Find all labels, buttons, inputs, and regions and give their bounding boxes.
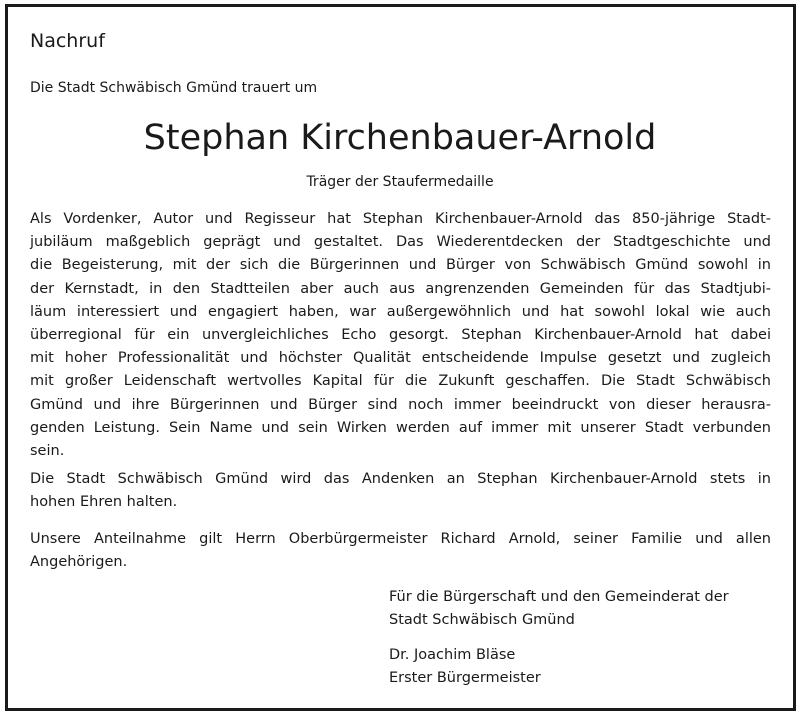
- text-line: die Begeisterung, mit der sich die Bürgerinnen und Bürger von Schwäbisch Gmünd sowohl in: [30, 257, 771, 274]
- text-line: mit hoher Professionalität und höchster Qualität entscheidende Impulse gesetzt und zugleich: [30, 350, 771, 367]
- text-line: Gmünd und ihre Bürgerinnen und Bürger sind noch immer beeindruckt von dieser herausra-: [30, 396, 771, 413]
- text-line: Angehörigen.: [30, 554, 128, 571]
- condolence-paragraph: [30, 528, 771, 574]
- signature-organization: [389, 586, 729, 632]
- intro-line: Die Stadt Schwäbisch Gmünd trauert um: [30, 80, 318, 96]
- text-line: hohen Ehren halten.: [30, 494, 178, 511]
- notice-heading: Nachruf: [30, 30, 105, 52]
- text-line: überregional für ein unvergleichliches Echo gesorgt. Stephan Kirchenbauer-Arnold hat dabei: [30, 326, 771, 343]
- remembrance-paragraph: [30, 468, 771, 514]
- text-line: der Kernstadt, in den Stadtteilen aber auch aus angrenzenden Gemeinden für das Stadtjubi-: [30, 280, 771, 297]
- signatory-title: Erster Bürgermeister: [389, 670, 541, 686]
- text-line: mit großer Leidenschaft wertvolles Kapital für die Zukunft geschaffen. Die Stadt Schwäbisch: [30, 373, 771, 390]
- text-line: läum interessiert und engagiert haben, war außergewöhnlich und hat sowohl lokal wie auch: [30, 303, 771, 320]
- text-line: sein.: [30, 442, 65, 459]
- text-line: Die Stadt Schwäbisch Gmünd wird das Andenken an Stephan Kirchenbauer-Arnold stets in: [30, 471, 771, 487]
- text-line: Unsere Anteilnahme gilt Herrn Oberbürgermeister Richard Arnold, seiner Familie und allen: [30, 531, 771, 547]
- text-line: Als Vordenker, Autor und Regisseur hat Stephan Kirchenbauer-Arnold das 850-jährige Stadt-: [30, 211, 771, 227]
- signature-line: Für die Bürgerschaft und den Gemeinderat der: [389, 589, 729, 605]
- tribute-paragraph: [30, 208, 771, 463]
- signatory-name: Dr. Joachim Bläse: [389, 647, 516, 663]
- text-line: jubiläum maßgeblich geprägt und gestaltet. Das Wiederentdecken der Stadtgeschichte und: [30, 234, 771, 251]
- signature-line: Stadt Schwäbisch Gmünd: [389, 612, 575, 628]
- honor-subtitle: Träger der Staufermedaille: [306, 174, 494, 190]
- text-line: genden Leistung. Sein Name und sein Wirken werden auf immer mit unserer Stadt verbunden: [30, 419, 771, 436]
- signature-signatory: [389, 644, 541, 690]
- deceased-name: Stephan Kirchenbauer-Arnold: [143, 118, 657, 158]
